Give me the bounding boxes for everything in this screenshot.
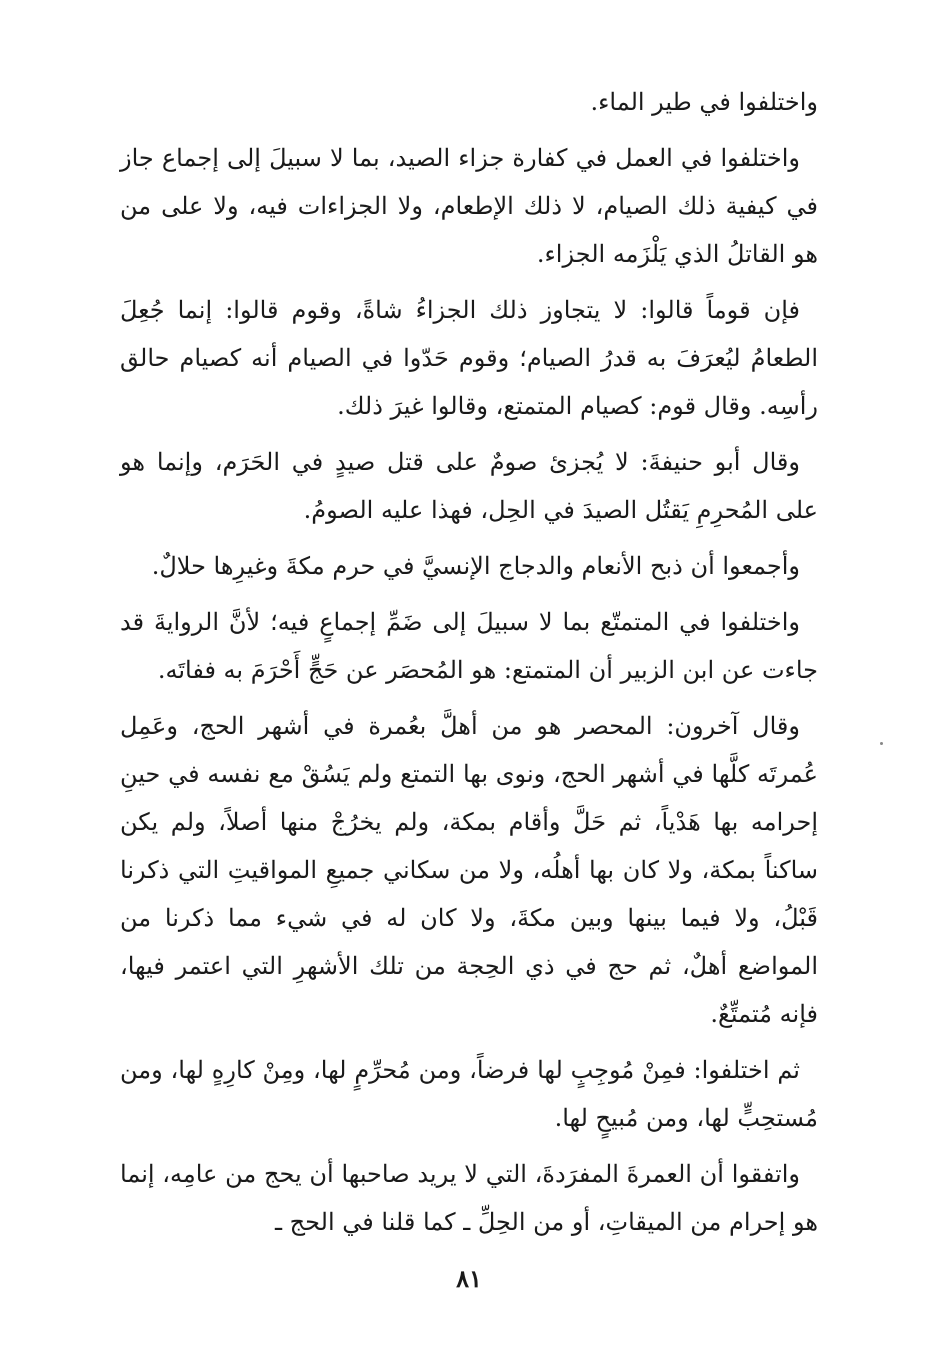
paragraph-5: وأجمعوا أن ذبح الأنعام والدجاج الإنسيَّ في حرم مكةَ وغيرِها حلالٌ. — [151, 552, 800, 580]
paragraph-9: واتفقوا أن العمرةَ المفرَدةَ، التي لا يريد صاحبها أن يحج من عامِه، إنما هو إحرام من الميقاتِ، أو من الحِلِّ ـ كما قلنا في الحج ـ — [120, 1160, 818, 1236]
paragraph-2: واختلفوا في العمل في كفارة جزاء الصيد، بما لا سبيلَ إلى إجماع جاز في كيفية ذلك الصيام، لا ذلك الإطعام، ولا الجزاءات فيه، ولا على من هو القاتلُ الذي يَلْزَمه الجزاء. — [120, 144, 818, 268]
paragraph-7: وقال آخرون: المحصر هو من أهلَّ بعُمرة في أشهر الحج، وعَمِل عُمرتَه كلَّها في أشهر الحج، ونوى بها التمتع ولم يَسُقْ مع نفسه في حينِ إحرامه بها هَدْياً، ثم حَلَّ وأقام بمكة، ولم يخرُجْ منها أصلاً، ولم يكن ساكناً بمكة، ولا كان بها أهلُه، ولا من سكاني جميعِ المواقيتِ التي ذكرنا قَبْلُ، ولا فيما بينها وبين مكةَ، ولا كان له في شيء مما ذكرنا من المواضع أهلٌ، ثم حج في ذي الحِجة من تلك الأشهرِ التي اعتمر فيها، فإنه مُتمتِّعٌ. — [120, 712, 818, 1028]
page-body — [120, 78, 818, 1254]
paragraph-1: واختلفوا في طير الماء. — [590, 88, 818, 116]
paragraph-4: وقال أبو حنيفةَ: لا يُجزئ صومٌ على قتل صيدٍ في الحَرَم، وإنما هو على المُحرِمِ يَقتُل الصيدَ في الحِل، فهذا عليه الصومُ. — [120, 448, 818, 524]
scan-speck — [880, 742, 883, 745]
paragraph-8: ثم اختلفوا: فمِنْ مُوجِبٍ لها فرضاً، ومن مُحرِّمٍ لها، ومِنْ كارِهٍ لها، ومن مُستحِبٍّ لها، ومن مُبيحٍ لها. — [120, 1056, 818, 1132]
page-number: ٨١ — [456, 1264, 482, 1293]
paragraph-6: واختلفوا في المتمتّع بما لا سبيلَ إلى ضَمِّ إجماعٍ فيه؛ لأنَّ الروايةَ قد جاءت عن ابن الزبير أن المتمتع: هو المُحصَر عن حَجٍّ أَحْرَمَ به ففاتَه. — [120, 608, 818, 684]
paragraph-3: فإن قوماً قالوا: لا يتجاوز ذلك الجزاءُ شاةً، وقوم قالوا: إنما جُعِلَ الطعامُ ليُعرَفَ به قدرُ الصيام؛ وقوم حَدّوا في الصيام أنه كصيام حالق رأسِه. وقال قوم: كصيام المتمتع، وقالوا غيرَ ذلك. — [120, 296, 818, 420]
